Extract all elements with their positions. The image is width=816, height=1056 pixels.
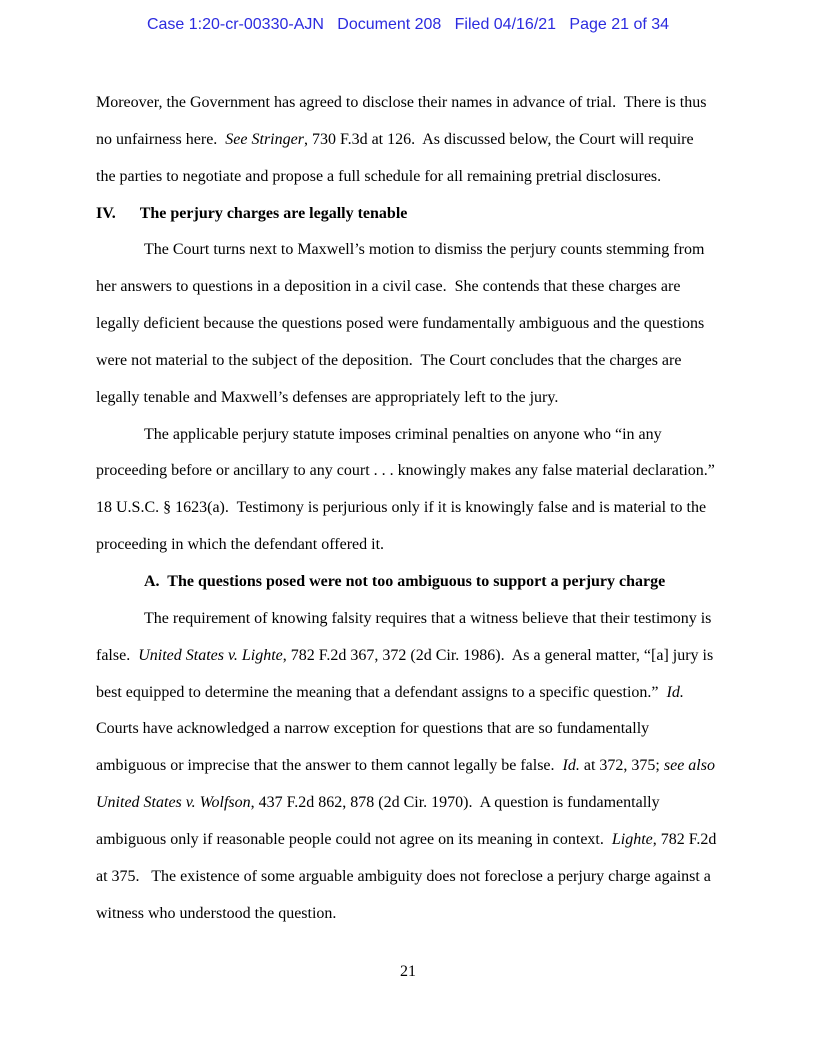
document-line [96,896,720,933]
document-line [96,196,720,233]
text-segment: were not material to the subject of the deposition. The Court concludes that the charges are [96,351,682,369]
text-segment: at 375. The existence of some arguable ambiguity does not foreclose a perjury charge against a [96,867,711,885]
document-line [96,822,720,859]
page-number: 21 [400,963,416,980]
text-segment: The applicable perjury statute imposes criminal penalties on anyone who “in any [144,425,662,443]
document-line [96,490,720,527]
text-segment: proceeding in which the defendant offered it. [96,536,385,554]
document-line [96,159,720,196]
text-segment: Lighte [611,830,653,848]
document-line [96,85,720,122]
document-body [96,85,720,932]
text-segment: legally tenable and Maxwell’s defenses are appropriately left to the jury. [96,388,559,406]
text-segment: false. [96,646,139,664]
text-segment: no unfairness here. [96,130,226,148]
document-line [96,675,720,712]
text-segment: ambiguous only if reasonable people could not agree on its meaning in context. [96,830,612,848]
document-line [96,453,720,490]
document-line [96,748,720,785]
document-line [96,232,720,269]
text-segment: , 782 F.2d 367, 372 (2d Cir. 1986). As a general matter, “[a] jury is [282,646,714,664]
text-segment: ambiguous or imprecise that the answer to them cannot legally be false. [96,757,563,775]
text-segment: United States v. Lighte [138,646,283,664]
document-line [96,564,720,601]
document-line [96,527,720,564]
text-segment: , 782 F.2d [652,830,717,848]
document-line [96,122,720,159]
text-segment: Id. [562,757,580,775]
text-segment: 18 U.S.C. § 1623(a). Testimony is perjurious only if it is knowingly false and is material to the [96,499,707,517]
text-segment: The requirement of knowing falsity requires that a witness believe that their testimony is [144,609,712,627]
case-stamp-header: Case 1:20-cr-00330-AJN Document 208 Filed 04/16/21 Page 21 of 34 [146,16,670,33]
text-segment: A. The questions posed were not too ambiguous to support a perjury charge [144,572,666,590]
text-segment: see also [663,757,715,775]
document-line [96,859,720,896]
text-segment: best equipped to determine the meaning that a defendant assigns to a specific question.” [96,683,667,701]
document-line [96,785,720,822]
document-line [96,417,720,454]
document-line [96,343,720,380]
text-segment: witness who understood the question. [96,904,337,922]
text-segment: Moreover, the Government has agreed to disclose their names in advance of trial. There is thus [96,94,707,111]
text-segment: See Stringer [225,130,304,148]
text-segment: legally deficient because the questions posed were fundamentally ambiguous and the questions [96,315,705,333]
text-segment: The Court turns next to Maxwell’s motion to dismiss the perjury counts stemming from [144,241,705,259]
text-segment: , 730 F.3d at 126. As discussed below, the Court will require [303,130,694,148]
document-line [96,380,720,417]
text-segment: Courts have acknowledged a narrow exception for questions that are so fundamentally [96,720,650,738]
text-segment: proceeding before or ancillary to any court . . . knowingly makes any false material declaration.” [96,462,715,480]
document-line [96,306,720,343]
text-segment: , 437 F.2d 862, 878 (2d Cir. 1970). A question is fundamentally [250,794,660,812]
text-segment: at 372, 375; [579,757,664,775]
text-segment: IV. [96,204,116,222]
text-segment: the parties to negotiate and propose a full schedule for all remaining pretrial disclosures. [96,167,662,185]
text-segment: Id. [666,683,684,701]
document-line [96,601,720,638]
document-line [96,711,720,748]
text-segment: her answers to questions in a deposition in a civil case. She contends that these charges are [96,278,681,296]
text-segment: The perjury charges are legally tenable [139,204,408,222]
document-line [96,638,720,675]
text-segment: United States v. Wolfson [96,794,251,812]
document-line [96,269,720,306]
